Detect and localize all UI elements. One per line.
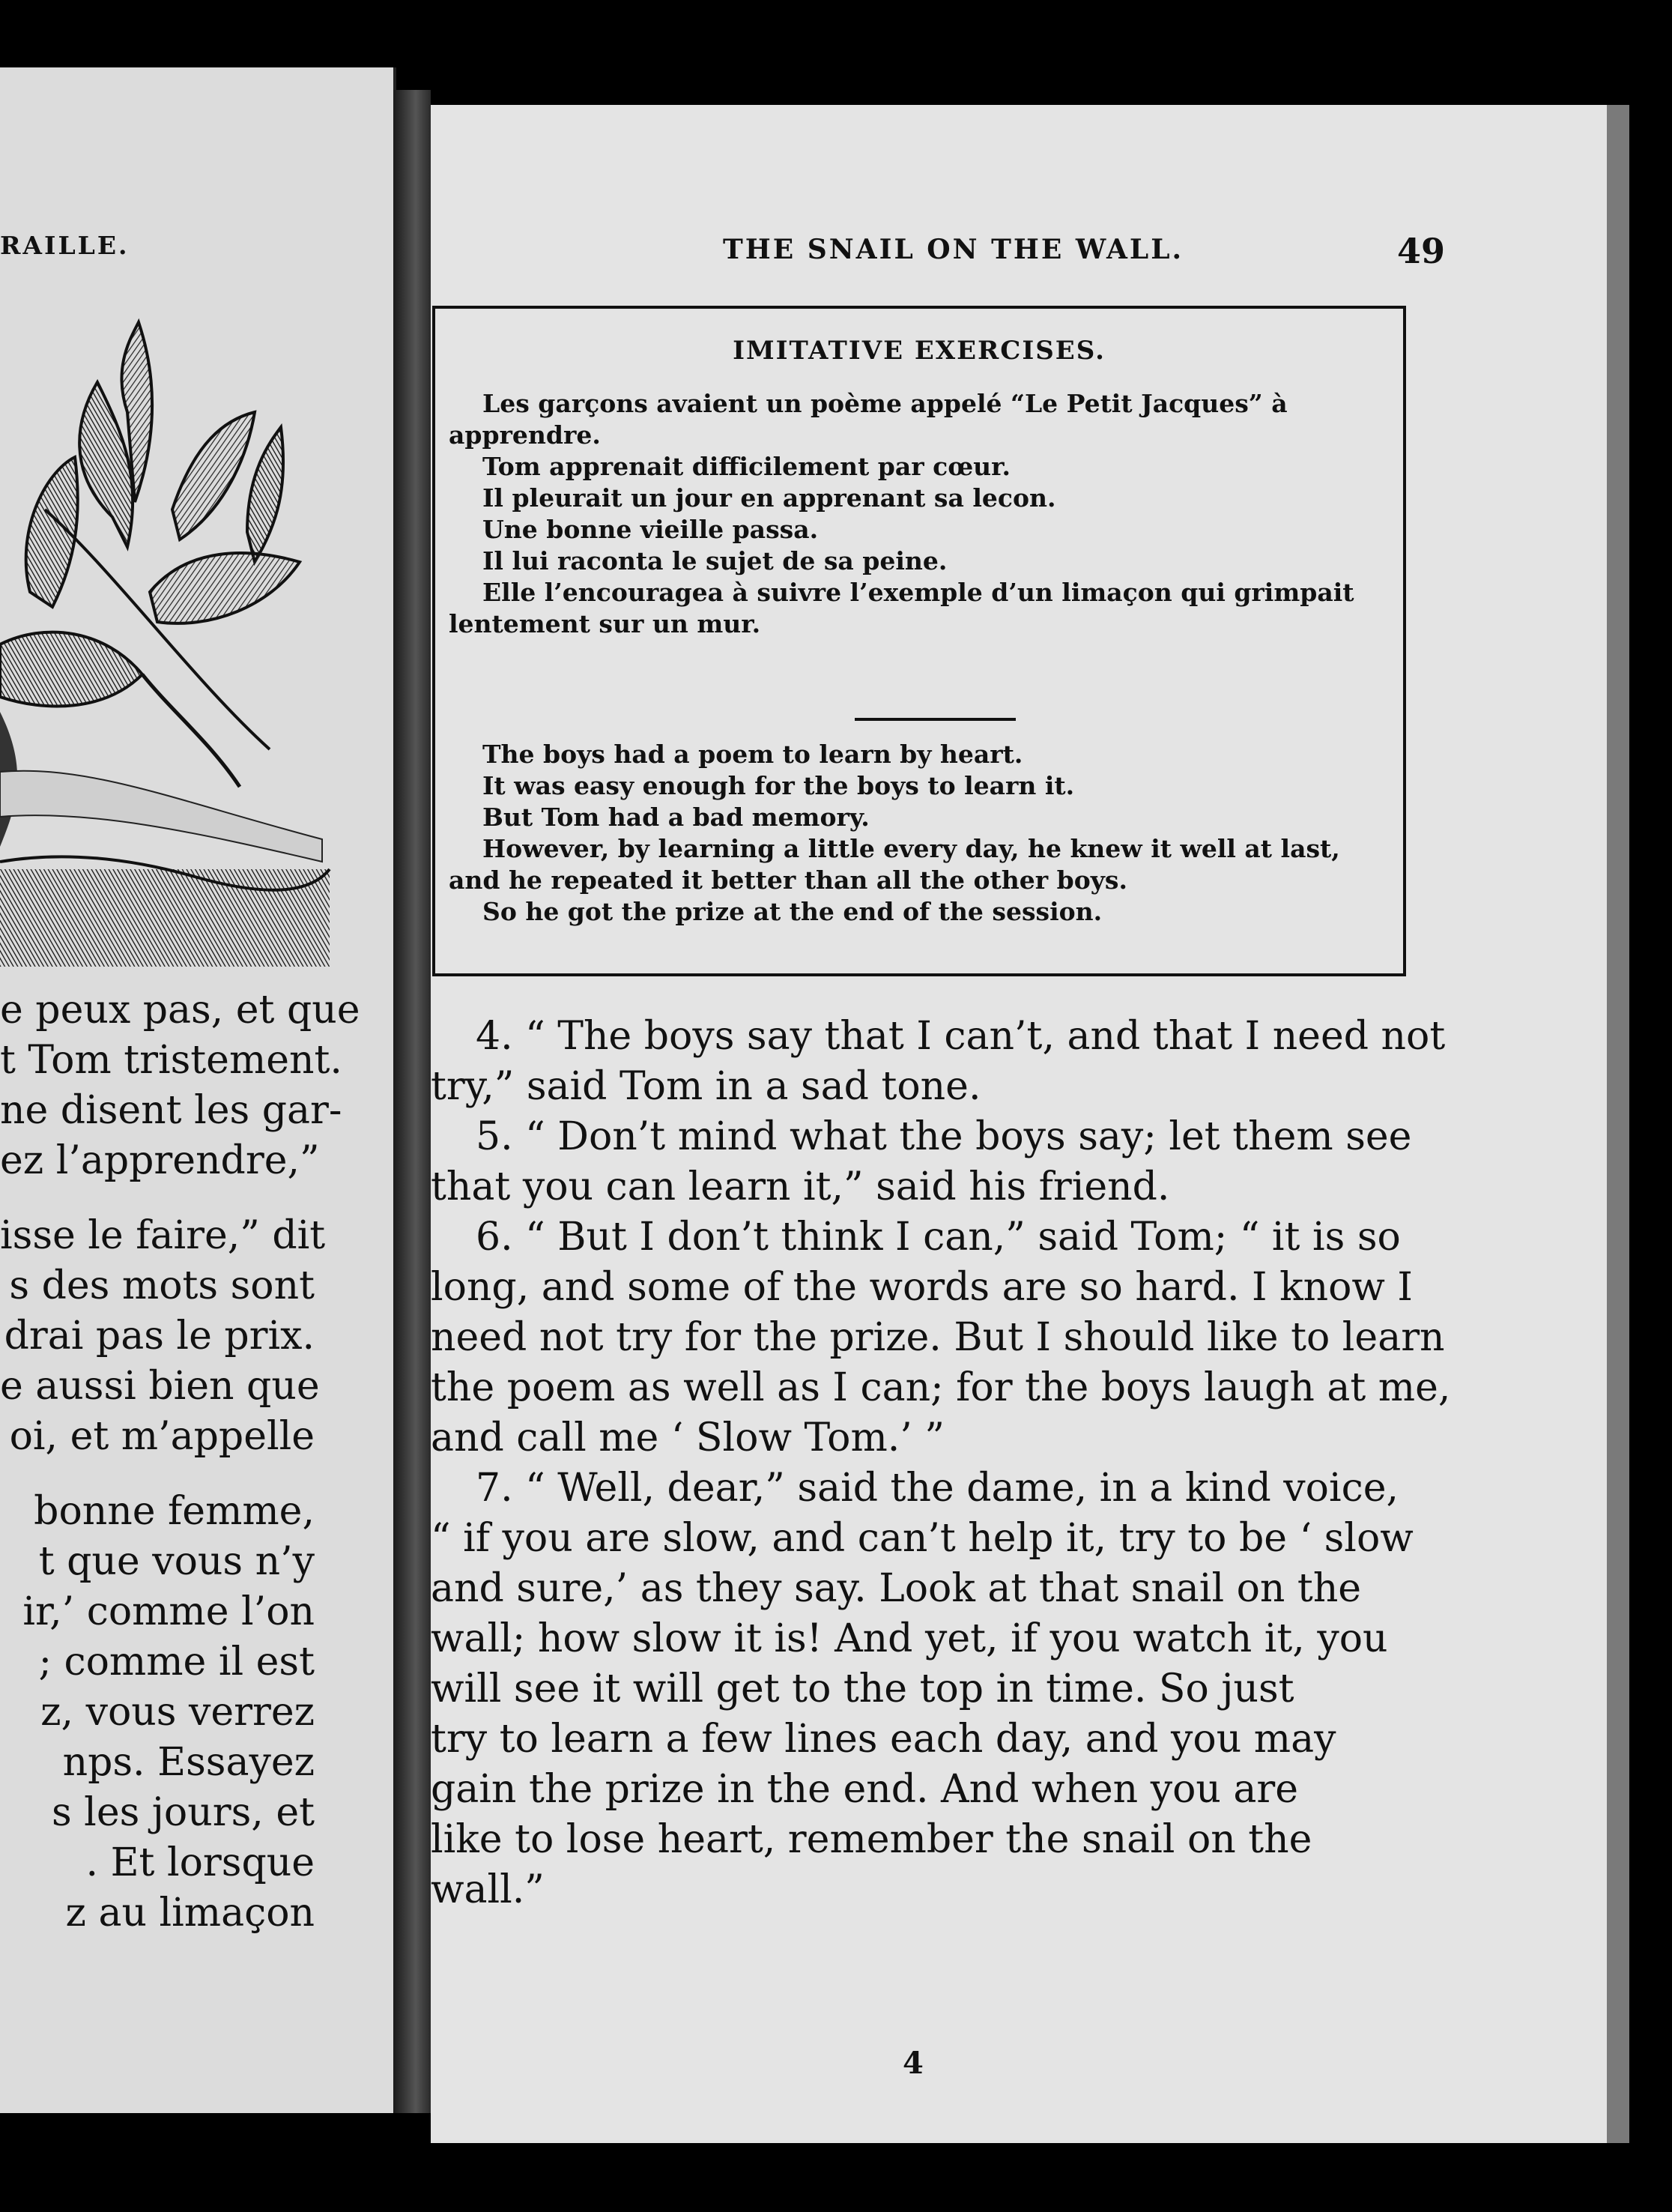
left-page-text [0,985,360,1938]
page-edge [1607,105,1629,2143]
story-line: 4. “ The boys say that I can’t, and that I need not [476,1014,1446,1059]
left-line: nps. Essayez [62,1740,315,1785]
right-page [431,105,1607,2143]
story-line: long, and some of the words are so hard. I know I [431,1265,1413,1310]
left-line: ; comme il est [38,1640,315,1684]
story-text [431,1012,1451,1915]
french-line: Les garçons avaient un poème appelé “Le Petit Jacques” à [482,389,1288,418]
left-line: s des mots sont [9,1263,315,1308]
french-line: Elle l’encouragea à suivre l’exemple d’un limaçon qui grimpait [482,578,1354,607]
story-line: need not try for the prize. But I should like to learn [431,1315,1445,1360]
english-line: So he got the prize at the end of the session. [482,897,1103,926]
left-line: z, vous verrez [40,1690,315,1735]
english-line: But Tom had a bad memory. [482,803,870,832]
story-line: 5. “ Don’t mind what the boys say; let them see [476,1114,1412,1159]
french-line: apprendre. [449,420,601,450]
story-line: will see it will get to the top in time. So just [431,1666,1294,1711]
english-line: and he repeated it better than all the other boys. [449,865,1127,895]
left-line: s les jours, et [51,1790,315,1835]
plant-engraving [0,322,337,967]
story-line: try,” said Tom in a sad tone. [431,1064,981,1109]
french-line: Il pleurait un jour en apprenant sa lecon. [482,483,1056,513]
left-line: ne disent les gar- [0,1088,342,1133]
french-line: Tom apprenait difficilement par cœur. [482,452,1011,481]
left-line: oi, et m’appelle [9,1414,315,1459]
story-line: 6. “ But I don’t think I can,” said Tom; “ it is so [476,1215,1401,1260]
french-line: lentement sur un mur. [449,609,761,638]
left-line: e peux pas, et que [0,988,360,1033]
story-line: and sure,’ as they say. Look at that snail on the [431,1566,1362,1611]
english-exercises [449,739,1390,928]
left-running-head: RAILLE. [0,231,130,260]
story-line: 7. “ Well, dear,” said the dame, in a kind voice, [476,1466,1399,1511]
left-line: e aussi bien que [0,1364,320,1409]
english-line: The boys had a poem to learn by heart. [482,740,1023,769]
story-line: gain the prize in the end. And when you are [431,1767,1299,1812]
box-divider [855,718,1016,721]
left-line: ir,’ comme l’on [22,1589,315,1634]
story-line: that you can learn it,” said his friend. [431,1164,1170,1209]
english-line: However, by learning a little every day, he knew it well at last, [482,834,1340,863]
book-gutter [393,90,431,2113]
story-line: wall; how slow it is! And yet, if you watch it, you [431,1616,1388,1661]
story-line: “ if you are slow, and can’t help it, try to be ‘ slow [431,1516,1414,1561]
left-line: . Et lorsque [85,1840,315,1885]
left-line: drai pas le prix. [4,1314,315,1359]
story-line: try to learn a few lines each day, and you may [431,1717,1336,1762]
left-line: isse le faire,” dit [0,1213,326,1258]
left-line: ez l’apprendre,” [0,1138,320,1183]
page-number: 49 [1397,231,1446,271]
story-line: and call me ‘ Slow Tom.’ ” [431,1415,945,1460]
left-line: z au limaçon [65,1891,315,1936]
box-title: IMITATIVE EXERCISES. [733,336,1106,366]
signature-number: 4 [903,2046,924,2081]
french-line: Il lui raconta le sujet de sa peine. [482,546,948,575]
english-line: It was easy enough for the boys to learn it. [482,771,1075,800]
left-page [0,67,396,2113]
french-line: Une bonne vieille passa. [482,515,819,544]
imitative-exercises-box [432,306,1406,976]
story-line: wall.” [431,1867,545,1912]
french-exercises [449,388,1390,640]
running-head: THE SNAIL ON THE WALL. [723,234,1184,265]
left-line: t Tom tristement. [0,1038,342,1083]
left-line: bonne femme, [34,1489,315,1534]
story-line: the poem as well as I can; for the boys laugh at me, [431,1365,1451,1410]
left-line: t que vous n’y [38,1539,315,1584]
story-line: like to lose heart, remember the snail on the [431,1817,1312,1862]
